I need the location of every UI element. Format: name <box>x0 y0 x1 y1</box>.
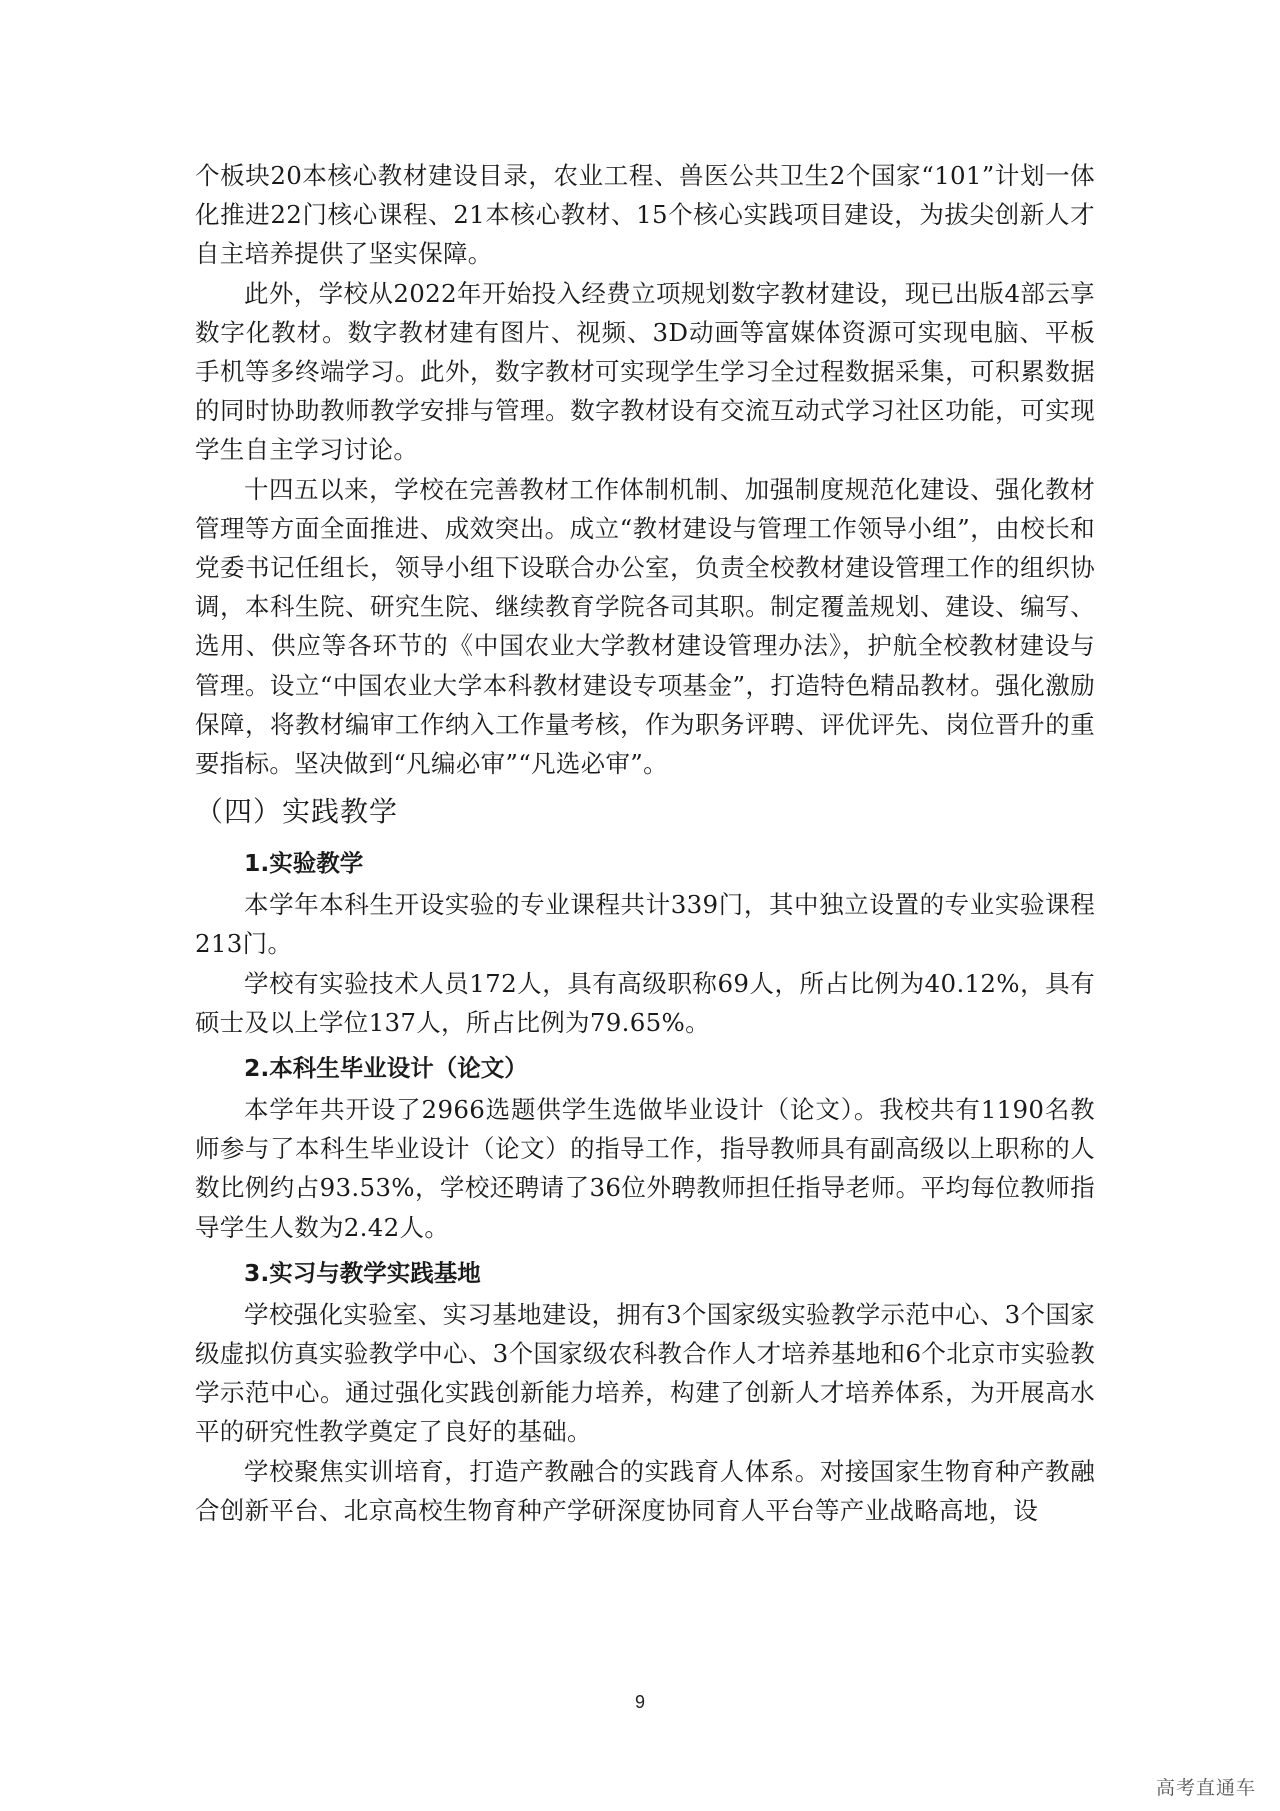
page-number: 9 <box>634 1692 645 1712</box>
paragraph-experiment-staff: 学校有实验技术人员172人，具有高级职称69人，所占比例为40.12%，具有硕士及以上学位137人，所占比例为79.65%。 <box>195 968 1095 1037</box>
paragraph-graduation-design: 本学年共开设了2966选题供学生选做毕业设计（论文）。我校共有1190名教师参与了本科生毕业设计（论文）的指导工作，指导教师具有副高级以上职称的人数比例约占93.53%，学校还聘请了36位外聘教师担任指导老师。平均每位教师指导学生人数为2.42人。 <box>195 1095 1095 1242</box>
paragraph-experiment-courses: 本学年本科生开设实验的专业课程共计339门，其中独立设置的专业实验课程213门。 <box>195 890 1095 959</box>
subheading-graduation-design: 2.本科生毕业设计（论文） <box>244 1054 528 1083</box>
paragraph-textbook-management: 十四五以来，学校在完善教材工作体制机制、加强制度规范化建设、强化教材管理等方面全面推进、成效突出。成立“教材建设与管理工作领导小组”，由校长和党委书记任组长，领导小组下设联合办公室，负责全校教材建设管理工作的组织协调，本科生院、研究生院、继续教育学院各司其职。制定覆盖规划、建设、编写、选用、供应等各环节的《中国农业大学教材建设管理办法》，护航全校教材建设与管理。设立“中国农业大学本科教材建设专项基金”，打造特色精品教材。强化激励保障，将教材编审工作纳入工作量考核，作为职务评聘、评优评先、岗位晋升的重要指标。坚决做到“凡编必审”“凡选必审”。 <box>195 474 1095 779</box>
subheading-internship-bases: 3.实习与教学实践基地 <box>244 1258 481 1287</box>
paragraph-industry-education: 学校聚焦实训培育，打造产教融合的实践育人体系。对接国家生物育种产教融合创新平台、北京高校生物育种产学研深度协同育人平台等产业战略高地，设 <box>195 1456 1095 1525</box>
section-heading-practice-teaching: （四）实践教学 <box>195 795 399 829</box>
page-content <box>195 156 1095 1530</box>
paragraph-textbook-catalog: 个板块20本核心教材建设目录，农业工程、兽医公共卫生2个国家“101”计划一体化推进22门核心课程、21本核心教材、15个核心实践项目建设，为拔尖创新人才自主培养提供了坚实保障。 <box>195 161 1095 269</box>
subheading-experiment-teaching: 1.实验教学 <box>244 849 364 878</box>
watermark-text: 高考直通车 <box>1155 1777 1256 1799</box>
paragraph-lab-construction: 学校强化实验室、实习基地建设，拥有3个国家级实验教学示范中心、3个国家级虚拟仿真实验教学中心、3个国家级农科教合作人才培养基地和6个北京市实验教学示范中心。通过强化实践创新能力培养，构建了创新人才培养体系，为开展高水平的研究性教学奠定了良好的基础。 <box>195 1299 1095 1447</box>
paragraph-digital-textbooks: 此外，学校从2022年开始投入经费立项规划数字教材建设，现已出版4部云享数字化教材。数字教材建有图片、视频、3D动画等富媒体资源可实现电脑、平板手机等多终端学习。此外，数字教材可实现学生学习全过程数据采集，可积累数据的同时协助教师教学安排与管理。数字教材设有交流互动式学习社区功能，可实现学生自主学习讨论。 <box>195 278 1095 465</box>
